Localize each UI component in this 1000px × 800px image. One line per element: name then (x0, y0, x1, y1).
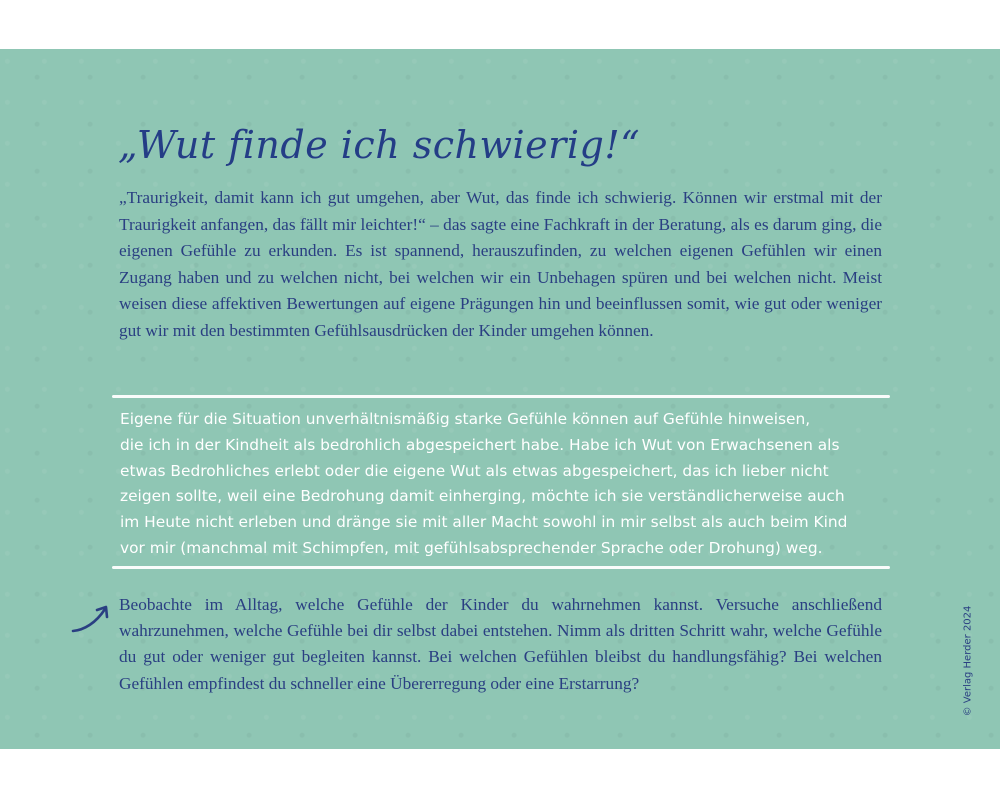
callout-line: vor mir (manchmal mit Schimpfen, mit gefühlsabsprechender Sprache oder Drohung) weg. (120, 538, 823, 557)
copyright-notice: © Verlag Herder 2024 (962, 605, 974, 717)
page-title: „Wut finde ich schwierig!“ (118, 123, 641, 167)
intro-paragraph: „Traurigkeit, damit kann ich gut umgehen, aber Wut, das finde ich schwierig. Können wir erstmal mit der Traurigkeit anfangen, das fällt mir leichter!“ – das sagte eine Fachkraft in der Beratung, als es darum ging, die eigenen Gefühle zu erkunden. Es ist spannend, herauszufinden, zu welchen eigenen Gefühlen wir einen Zugang haben und zu welchen nicht, bei welchen wir ein Unbehagen spüren und bei welchen nicht. Meist weisen diese affektiven Bewertungen auf eigene Prägungen hin und beeinflussen somit, wie gut oder weniger gut wir mit den bestimmten Gefühlsausdrücken der Kinder umgehen können. (119, 188, 882, 340)
card (0, 49, 1000, 749)
callout-box (120, 407, 890, 562)
bottom-divider (112, 566, 890, 569)
callout-line: die ich in der Kindheit als bedrohlich abgespeichert habe. Habe ich Wut von Erwachsenen als (120, 435, 840, 454)
top-divider (112, 395, 890, 398)
curved-arrow-icon (70, 601, 112, 637)
callout-line: etwas Bedrohliches erlebt oder die eigene Wut als etwas abgespeichert, das ich lieber nicht (120, 461, 829, 480)
task-paragraph: Beobachte im Alltag, welche Gefühle der Kinder du wahrnehmen kannst. Versuche anschließend wahrzunehmen, welche Gefühle bei dir selbst dabei entstehen. Nimm als dritten Schritt wahr, welche Gefühle du gut oder weniger gut begleiten kannst. Bei welchen Gefühlen bleibst du handlungsfähig? Bei welchen Gefühlen empfindest du schneller eine Übererregung oder eine Erstarrung? (119, 595, 882, 693)
callout-line: zeigen sollte, weil eine Bedrohung damit einherging, möchte ich sie verständlicherweise auch (120, 487, 845, 506)
callout-line: Eigene für die Situation unverhältnismäßig starke Gefühle können auf Gefühle hinweisen, (120, 410, 811, 428)
callout-line: im Heute nicht erleben und dränge sie mit aller Macht sowohl in mir selbst als auch beim Kind (120, 513, 848, 532)
